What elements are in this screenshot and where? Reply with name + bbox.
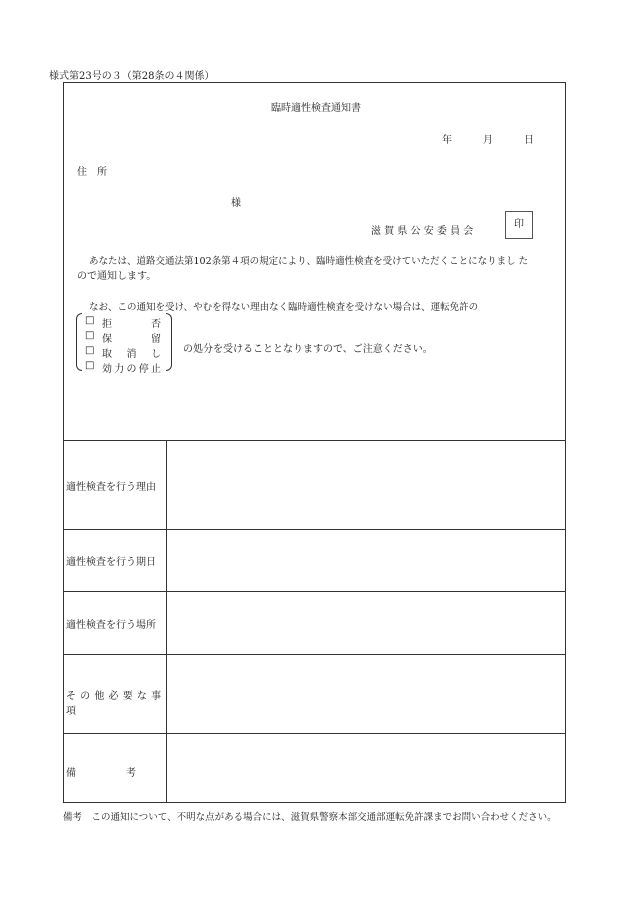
option-checkbox[interactable]: □ <box>85 360 95 371</box>
row-value-date[interactable] <box>168 531 564 590</box>
row-label-place: 適性検査を行う場所 <box>66 620 156 631</box>
divider-4 <box>63 654 566 655</box>
option-refusal <box>85 315 161 329</box>
date-year: 年 <box>442 135 452 146</box>
option-label: 保 留 <box>102 334 161 345</box>
row-value-place[interactable] <box>168 593 564 653</box>
date-month: 月 <box>483 135 493 146</box>
paragraph-2: なお、この通知を受け、やむを得ない理由なく臨時適性検査を受けない場合は、運転免許の <box>89 302 479 313</box>
option-label: 拒 否 <box>102 319 161 330</box>
form-title: 臨時適性検査通知書 <box>271 103 361 114</box>
issuer-name: 滋 賀 県 公 安 委 員 会 <box>371 226 474 237</box>
option-checkbox[interactable]: □ <box>85 345 95 356</box>
address-label: 住 所 <box>77 167 107 178</box>
row-value-remarks[interactable] <box>168 735 564 802</box>
divider-2 <box>63 529 566 530</box>
option-stop-validity <box>85 360 161 374</box>
column-divider <box>166 440 167 803</box>
brace-right <box>166 313 172 371</box>
option-checkbox[interactable]: □ <box>85 330 95 341</box>
option-label: 効力の停止 <box>102 364 161 375</box>
option-label: 取 消 し <box>102 349 161 360</box>
divider-5 <box>63 733 566 734</box>
row-value-other[interactable] <box>168 656 564 732</box>
option-checkbox[interactable]: □ <box>85 315 95 326</box>
seal-box <box>505 211 533 239</box>
honorific: 様 <box>231 198 241 209</box>
brace-left <box>76 313 82 371</box>
row-label-other: そ の 他 必 要 な 事 項 <box>66 691 162 717</box>
row-value-reason[interactable] <box>168 442 564 528</box>
divider-3 <box>63 591 566 592</box>
row-label-remarks: 備 考 <box>66 768 136 779</box>
row-label-date: 適性検査を行う期日 <box>66 557 156 568</box>
footer-note: 備考 この通知について、不明な点がある場合には、滋賀県警察本部交通部運転免許課までお問い合わせください。 <box>63 812 557 823</box>
row-label-reason: 適性検査を行う理由 <box>66 482 156 493</box>
option-revocation <box>85 345 161 359</box>
date-day: 日 <box>524 135 534 146</box>
divider-1 <box>63 440 566 441</box>
form-reference: 様式第23号の３（第28条の４関係） <box>49 71 215 82</box>
paragraph-1-line-1: あなたは、道路交通法第102条第４項の規定により、臨時適性検査を受けていただくことになりまし た <box>89 256 529 267</box>
option-suspension <box>85 330 161 344</box>
seal-mark: 印 <box>514 219 524 230</box>
paragraph-1-line-2: ので通知します。 <box>77 271 157 282</box>
options-suffix: の処分を受けることとなりますので、ご注意ください。 <box>183 344 433 355</box>
